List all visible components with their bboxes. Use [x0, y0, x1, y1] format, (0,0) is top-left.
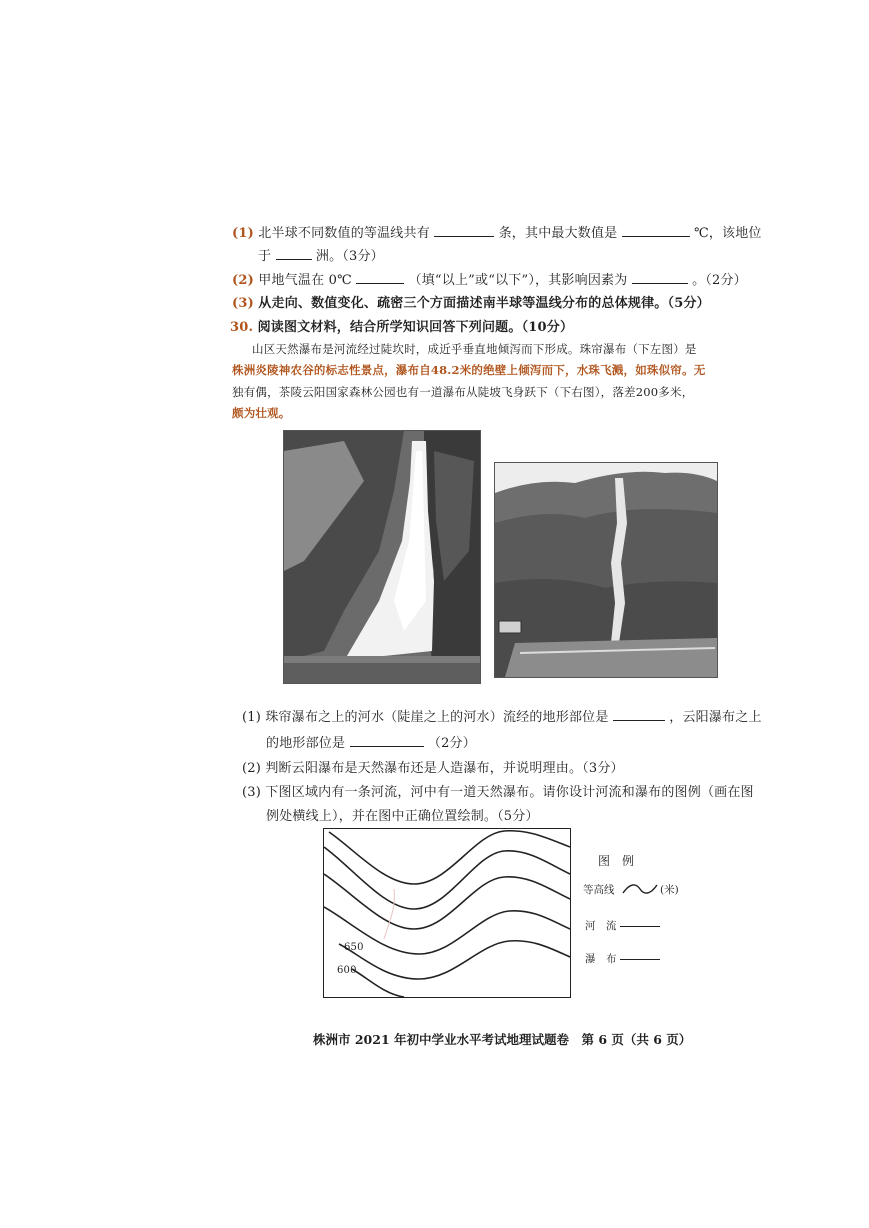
- q30-sub3-line1: (3) 下图区域内有一条河流，河中有一道天然瀑布。请你设计河流和瀑布的图例（画在图: [242, 785, 754, 800]
- q30-passage-line1: 山区天然瀑布是河流经过陡坎时，成近乎垂直地倾泻而下形成。珠帘瀑布（下左图）是: [252, 342, 697, 356]
- q30-sub1-line2: 的地形部位是 （2分）: [266, 736, 476, 751]
- legend-contour-label: 等高线: [583, 884, 615, 896]
- q29-sub1-line2: 于 洲。（3分）: [258, 249, 384, 264]
- contour-line: [329, 831, 570, 884]
- q29-sub1-label: (1): [232, 226, 254, 241]
- answer-blank[interactable]: [276, 247, 312, 260]
- legend-waterfall-blank[interactable]: [620, 947, 660, 960]
- q29-sub2: (2) 甲地气温在 0℃ （填“以上”或“以下”），其影响因素为 。（2分）: [232, 273, 747, 288]
- q30-sub3-line2: 例处横线上），并在图中正确位置绘制。（5分）: [266, 809, 539, 824]
- q30-prompt: 30. 阅读图文材料，结合所学知识回答下列问题。（10分）: [230, 320, 574, 335]
- answer-blank[interactable]: [434, 224, 494, 237]
- answer-blank[interactable]: [622, 224, 690, 237]
- contour-label-600: 600: [337, 965, 357, 976]
- legend-river-label: 河 流: [585, 920, 617, 932]
- q30-passage-line3: 独有偶，茶陵云阳国家森林公园也有一道瀑布从陡坡飞身跃下（下右图），落差200多米，: [232, 385, 694, 399]
- q29-sub2-label: (2): [232, 273, 254, 288]
- zhulian-waterfall-photo: [283, 430, 481, 684]
- q29-sub1-line1: (1) 北半球不同数值的等温线共有 条，其中最大数值是 ℃，该地位: [232, 226, 762, 241]
- contour-line: [324, 874, 570, 929]
- page-footer: 株洲市 2021 年初中学业水平考试地理试题卷 第 6 页（共 6 页）: [313, 1032, 692, 1047]
- legend-waterfall-label: 瀑 布: [585, 953, 617, 965]
- q29-sub3: (3) 从走向、数值变化、疏密三个方面描述南半球等温线分布的总体规律。（5分）: [232, 296, 710, 311]
- contour-line: [352, 969, 404, 997]
- legend-title: 图 例: [598, 854, 635, 868]
- q30-sub1-line1: (1) 珠帘瀑布之上的河水（陡崖之上的河水）流经的地形部位是 ，云阳瀑布之上: [242, 710, 762, 725]
- contour-line: [324, 847, 570, 909]
- contour-line: [339, 941, 570, 979]
- answer-blank[interactable]: [356, 271, 404, 284]
- q30-passage-line2: 株洲炎陵神农谷的标志性景点，瀑布自48.2米的绝壁上倾泻而下，水珠飞溅，如珠似帘。无: [232, 363, 706, 377]
- q30-passage-line4: 颇为壮观。: [232, 406, 291, 420]
- q29-sub3-label: (3): [232, 296, 254, 311]
- yunyang-waterfall-photo: [494, 462, 718, 678]
- answer-blank[interactable]: [350, 734, 424, 747]
- contour-map[interactable]: [323, 828, 571, 998]
- legend-contour-symbol: [622, 881, 658, 895]
- answer-blank[interactable]: [613, 708, 665, 721]
- contour-label-650: 650: [344, 942, 364, 953]
- q30-sub2: (2) 判断云阳瀑布是天然瀑布还是人造瀑布，并说明理由。（3分）: [242, 761, 624, 776]
- legend-contour-unit: (米): [660, 884, 679, 896]
- answer-blank[interactable]: [632, 271, 688, 284]
- legend-river-blank[interactable]: [620, 914, 660, 927]
- q30-number: 30.: [230, 320, 254, 335]
